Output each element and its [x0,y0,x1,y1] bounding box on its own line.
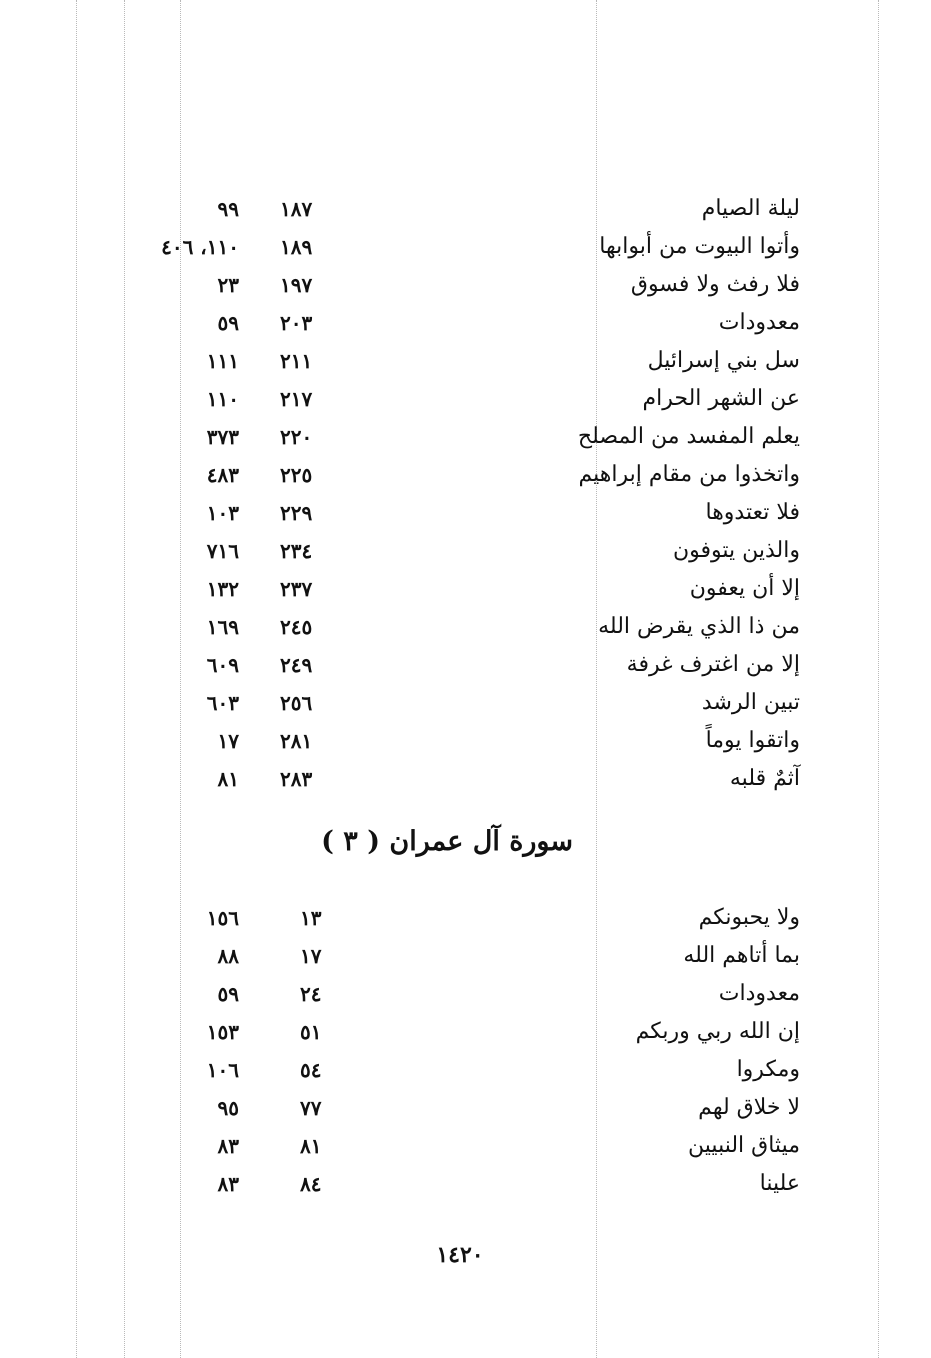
verse-number: ٢٤٥ [280,615,313,639]
verse-number: ٢٣٤ [280,539,313,563]
verse-number: ٢١١ [280,349,313,373]
page-references: ١٥٦ [206,906,239,930]
verse-phrase: بما أتاهم الله [683,943,800,968]
index-row [0,382,931,420]
verse-phrase: من ذا الذي يقرض الله [598,614,800,639]
verse-phrase: فلا تعتدوها [705,500,800,525]
verse-number: ٢٢٠ [280,425,313,449]
page-references: ٨١ [217,767,239,791]
page-references: ١٦٩ [206,615,239,639]
page-references: ١١٠ [206,387,239,411]
verse-number: ٨٤ [300,1172,322,1196]
index-row [0,496,931,534]
verse-phrase: والذين يتوفون [672,538,800,563]
index-row [0,192,931,230]
index-row [0,901,931,939]
page-references: ١١١ [206,349,239,373]
verse-phrase: واتخذوا من مقام إبراهيم [578,462,800,487]
page-references: ١٠٦ [206,1058,239,1082]
index-row [0,534,931,572]
index-row [0,230,931,268]
page-references: ٩٥ [217,1096,239,1120]
verse-number: ٥٤ [300,1058,322,1082]
index-row [0,420,931,458]
verse-number: ٨١ [300,1134,322,1158]
verse-number: ٢٥٦ [280,691,313,715]
page-references: ٥٩ [217,982,239,1006]
page-references: ٣٧٣ [206,425,239,449]
page-references: ٧١٦ [206,539,239,563]
page-references: ٩٩ [217,197,239,221]
page-references: ١١٠، ٤٠٦ [161,235,239,259]
index-row [0,458,931,496]
verse-phrase: معدودات [718,981,800,1006]
verse-number: ١٨٩ [280,235,313,259]
verse-number: ٥١ [300,1020,322,1044]
index-row [0,1091,931,1129]
verse-number: ٢٤ [300,982,322,1006]
index-row [0,1167,931,1205]
verse-number: ١٩٧ [280,273,313,297]
verse-number: ٢٣٧ [280,577,313,601]
index-row [0,762,931,800]
verse-number: ١٨٧ [280,197,313,221]
page-number: ١٤٢٠ [436,1242,484,1268]
page-references: ١٥٣ [206,1020,239,1044]
verse-phrase: واتقوا يوماً [705,728,800,753]
verse-number: ٢٢٩ [280,501,313,525]
verse-phrase: علينا [759,1171,800,1196]
verse-phrase: يعلم المفسد من المصلح [577,424,800,449]
index-row [0,268,931,306]
verse-number: ٢٤٩ [280,653,313,677]
index-row [0,1053,931,1091]
verse-phrase: لا خلاق لهم [698,1095,800,1120]
verse-phrase: سل بني إسرائيل [647,348,800,373]
verse-phrase: ميثاق النبيين [688,1133,800,1158]
page-references: ١٧ [217,729,239,753]
index-row [0,306,931,344]
verse-phrase: إن الله ربي وربكم [635,1019,800,1044]
verse-number: ٢٠٣ [280,311,313,335]
page-references: ١٠٣ [206,501,239,525]
verse-number: ١٧ [300,944,322,968]
page-references: ٥٩ [217,311,239,335]
verse-phrase: ولا يحبونكم [698,905,800,930]
verse-number: ١٣ [300,906,322,930]
verse-phrase: فلا رفث ولا فسوق [630,272,800,297]
index-row [0,572,931,610]
surah-heading: سورة آل عمران ( ٣ ) [321,826,573,857]
index-row [0,939,931,977]
verse-number: ٧٧ [300,1096,322,1120]
index-row [0,648,931,686]
page-references: ٤٨٣ [206,463,239,487]
verse-number: ٢١٧ [280,387,313,411]
page-references: ٨٣ [217,1134,239,1158]
verse-phrase: وأتوا البيوت من أبوابها [599,234,800,259]
verse-phrase: آثمٌ قلبه [729,766,800,791]
index-row [0,1129,931,1167]
index-row [0,724,931,762]
index-row [0,686,931,724]
index-row [0,610,931,648]
verse-number: ٢٨١ [280,729,313,753]
index-row [0,1015,931,1053]
verse-phrase: ومكروا [736,1057,800,1082]
verse-number: ٢٨٣ [280,767,313,791]
verse-phrase: إلا أن يعفون [689,576,800,601]
verse-phrase: تبين الرشد [701,690,800,715]
index-row [0,977,931,1015]
verse-phrase: معدودات [718,310,800,335]
page-references: ١٣٢ [206,577,239,601]
page-references: ٦٠٩ [206,653,239,677]
page-references: ٨٣ [217,1172,239,1196]
index-row [0,344,931,382]
page-references: ٦٠٣ [206,691,239,715]
verse-number: ٢٢٥ [280,463,313,487]
verse-phrase: عن الشهر الحرام [642,386,800,411]
page-references: ٨٨ [217,944,239,968]
verse-phrase: إلا من اغترف غرفة [626,652,800,677]
page-references: ٢٣ [217,273,239,297]
verse-phrase: ليلة الصيام [701,196,800,221]
